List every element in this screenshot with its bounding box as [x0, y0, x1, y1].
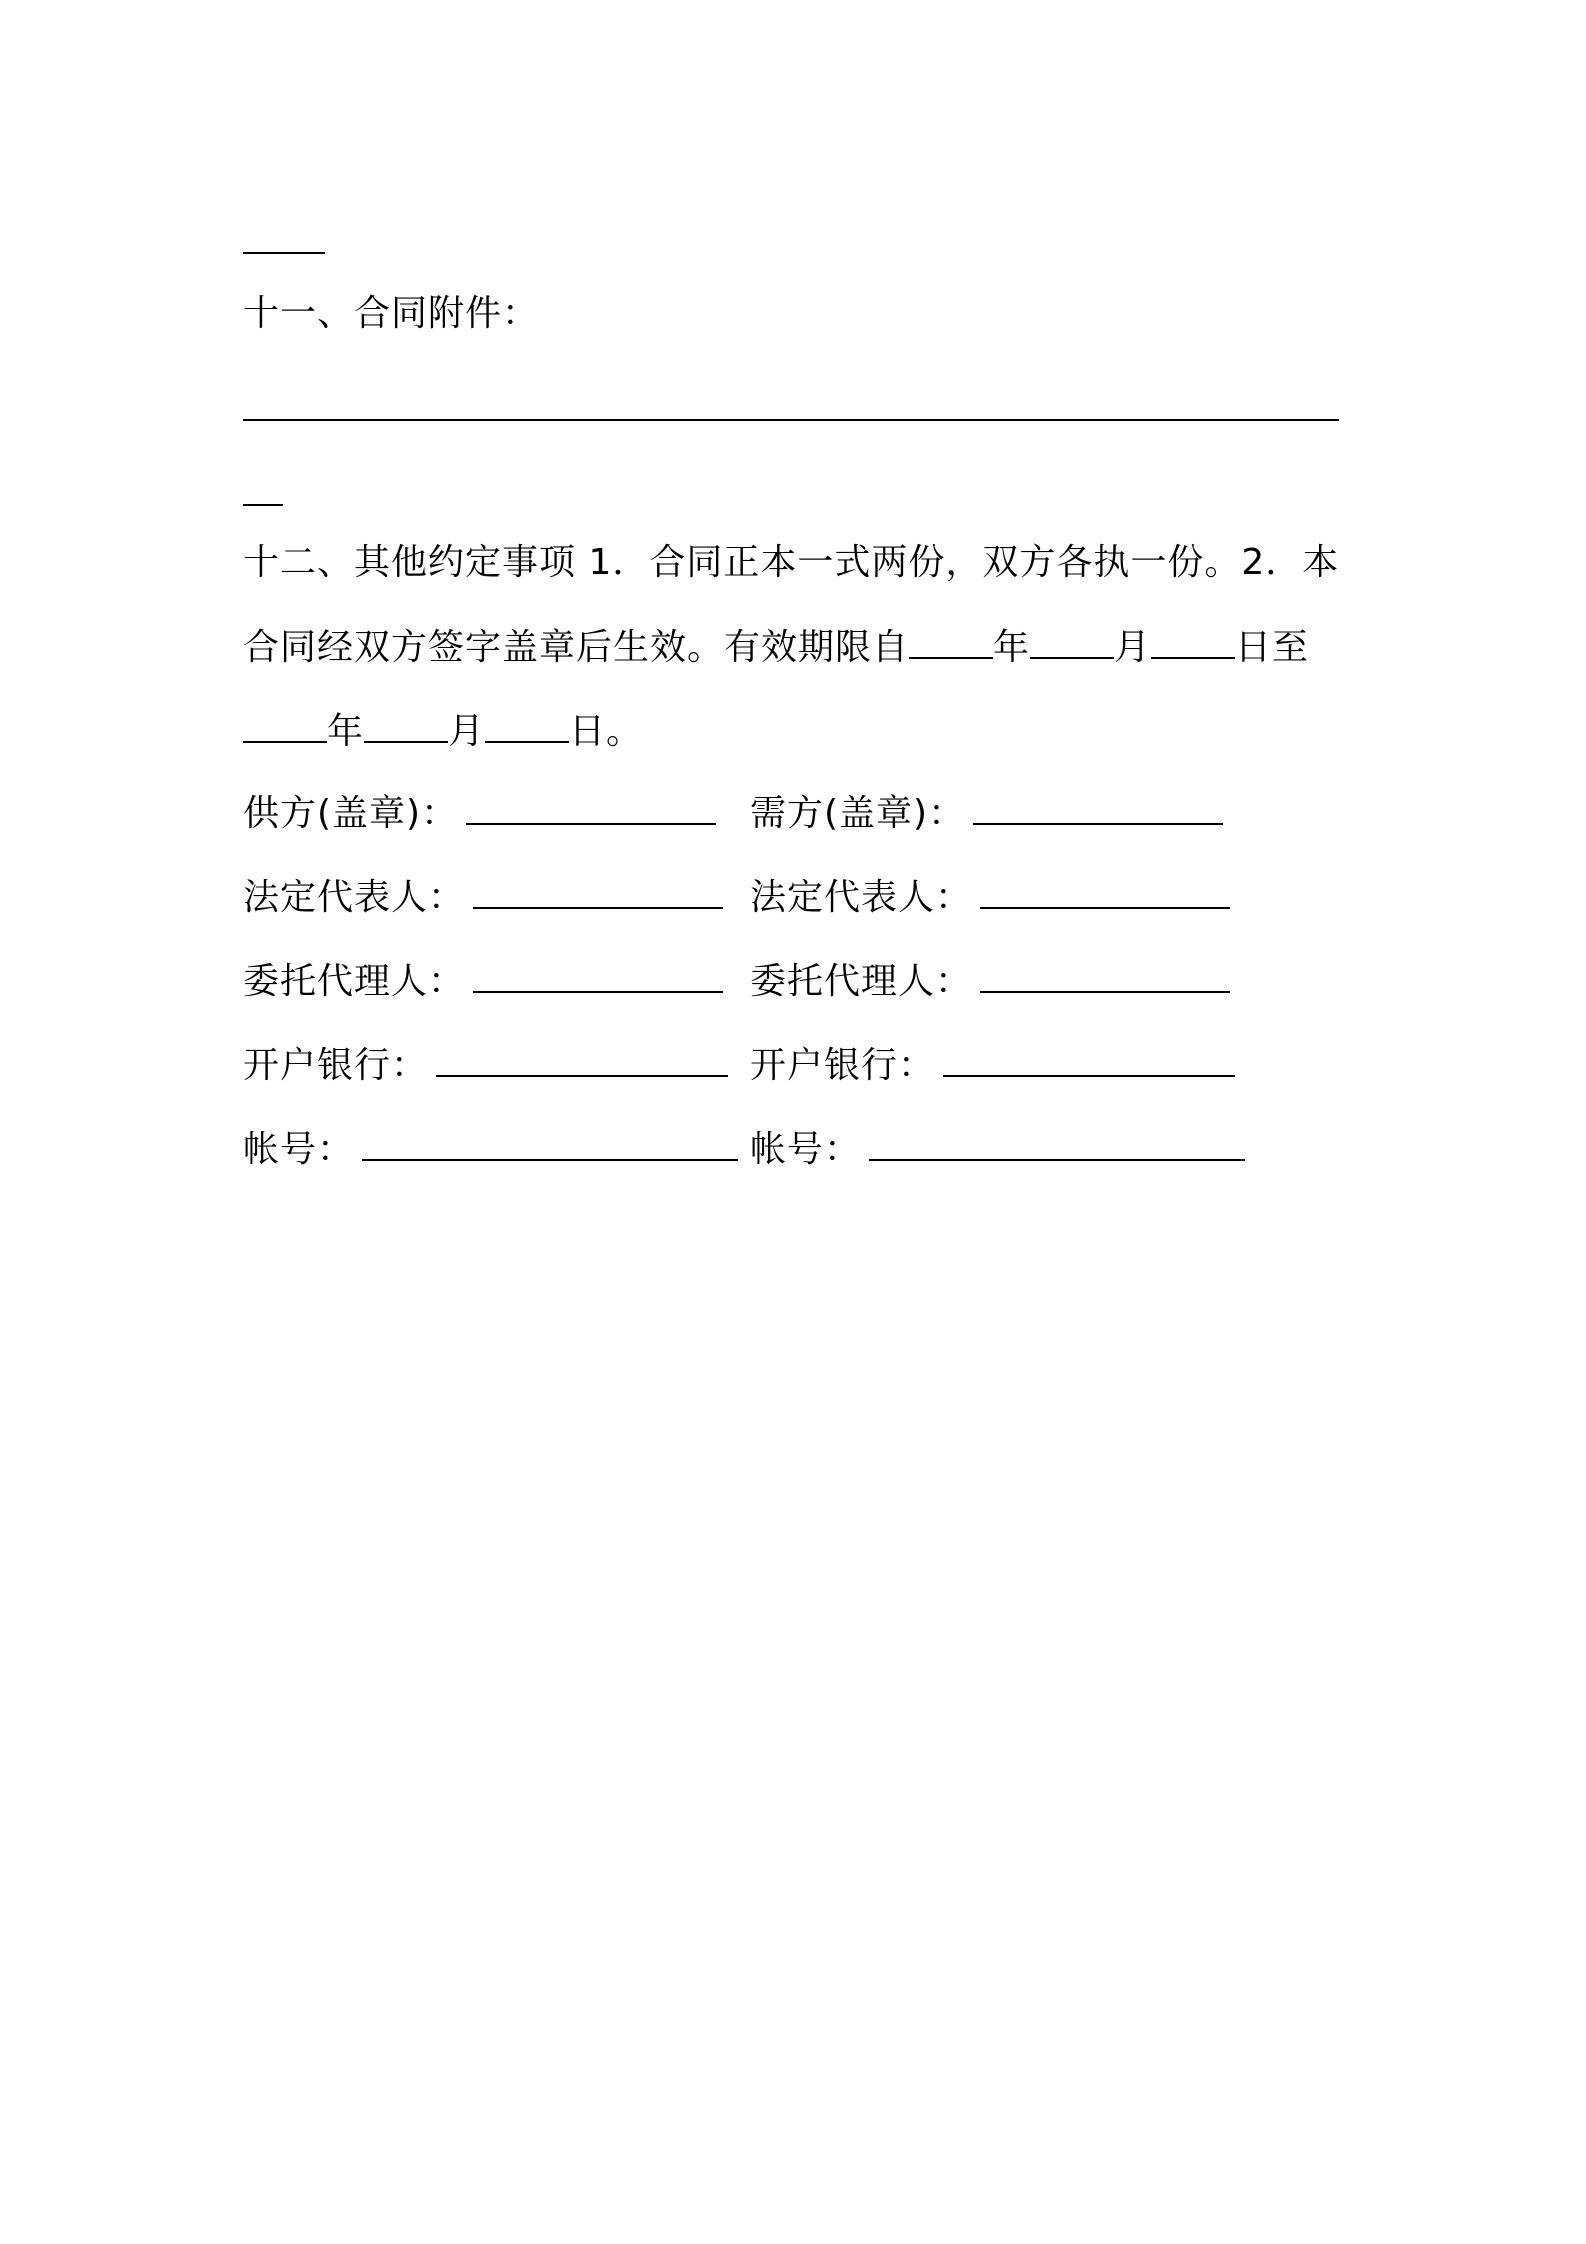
- supplier-seal-field: [243, 792, 716, 836]
- validity-prefix: 合同经双方签字盖章后生效。有效期限自: [243, 627, 910, 668]
- start-year-blank[interactable]: [909, 627, 993, 659]
- account-left-field: [243, 1128, 738, 1172]
- end-month-label: 月: [448, 711, 486, 752]
- agent-left-field: [243, 960, 723, 1004]
- bank-left-blank[interactable]: [436, 1045, 728, 1077]
- start-month-blank[interactable]: [1030, 627, 1114, 659]
- account-left-label: 帐号：: [243, 1129, 355, 1170]
- bank-right-field: [750, 1044, 1235, 1088]
- section-11-title: 十一、合同附件：: [243, 293, 540, 334]
- buyer-seal-blank[interactable]: [973, 793, 1223, 825]
- agent-right-field: [750, 960, 1230, 1004]
- end-month-blank[interactable]: [364, 711, 448, 743]
- section-12-line-1: 十二、其他约定事项 1．合同正本一式两份，双方各执一份。2．本: [243, 542, 1340, 583]
- attachment-blank-continuation: [243, 504, 283, 506]
- end-day-label: 日。: [569, 711, 644, 752]
- top-blank-rule: [243, 252, 325, 254]
- legal-rep-right-blank[interactable]: [980, 877, 1230, 909]
- agent-right-blank[interactable]: [980, 961, 1230, 993]
- legal-rep-right-label: 法定代表人：: [750, 877, 973, 918]
- account-right-label: 帐号：: [750, 1129, 862, 1170]
- agent-left-label: 委托代理人：: [243, 961, 466, 1002]
- start-year-label: 年: [993, 627, 1031, 668]
- account-left-blank[interactable]: [362, 1129, 738, 1161]
- account-right-field: [750, 1128, 1245, 1172]
- legal-rep-left-blank[interactable]: [473, 877, 723, 909]
- agent-left-blank[interactable]: [473, 961, 723, 993]
- section-12-line-2: [243, 626, 1309, 670]
- account-right-blank[interactable]: [869, 1129, 1245, 1161]
- start-month-label: 月: [1114, 627, 1152, 668]
- bank-left-field: [243, 1044, 728, 1088]
- buyer-seal-label: 需方(盖章)：: [750, 793, 966, 834]
- start-day-blank[interactable]: [1151, 627, 1235, 659]
- legal-rep-right-field: [750, 876, 1230, 920]
- bank-right-label: 开户银行：: [750, 1045, 936, 1086]
- bank-left-label: 开户银行：: [243, 1045, 429, 1086]
- legal-rep-left-label: 法定代表人：: [243, 877, 466, 918]
- agent-right-label: 委托代理人：: [750, 961, 973, 1002]
- legal-rep-left-field: [243, 876, 723, 920]
- supplier-seal-label: 供方(盖章)：: [243, 793, 459, 834]
- start-day-to-label: 日至: [1235, 627, 1310, 668]
- end-day-blank[interactable]: [485, 711, 569, 743]
- buyer-seal-field: [750, 792, 1223, 836]
- end-year-label: 年: [327, 711, 365, 752]
- bank-right-blank[interactable]: [943, 1045, 1235, 1077]
- supplier-seal-blank[interactable]: [466, 793, 716, 825]
- attachment-blank-rule: [243, 419, 1339, 421]
- section-12-line-3: [243, 710, 643, 754]
- end-year-blank[interactable]: [243, 711, 327, 743]
